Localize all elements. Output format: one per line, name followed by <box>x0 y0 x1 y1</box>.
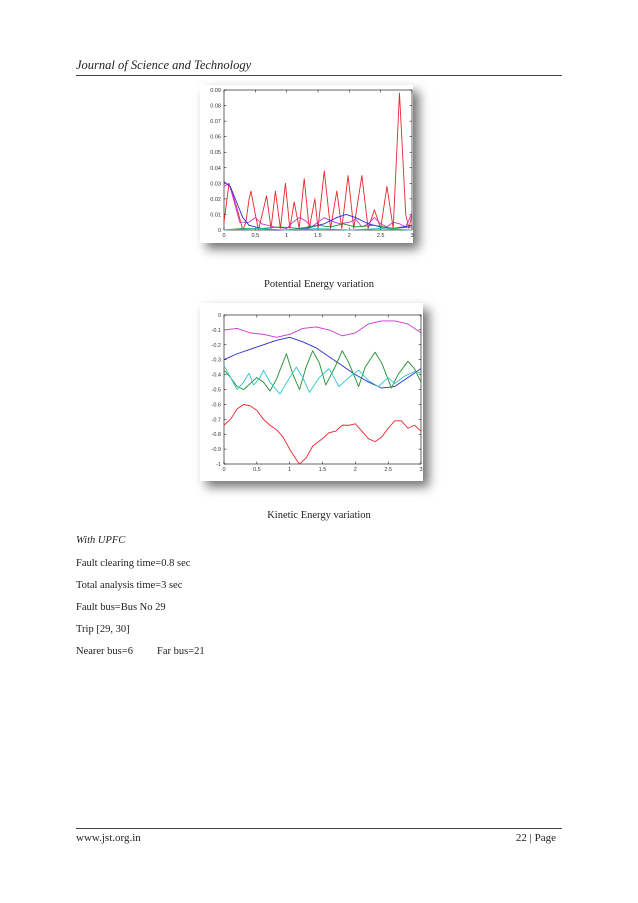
trip-line: Trip [29, 30] <box>76 624 130 635</box>
y-tick-label: 0 <box>217 228 221 234</box>
y-tick-label: 0.01 <box>210 212 221 219</box>
x-tick-label: 2.5 <box>384 467 392 473</box>
x-tick-label: 0.5 <box>253 467 261 473</box>
y-tick-label: 0.05 <box>210 150 221 157</box>
fault-clearing-time: Fault clearing time=0.8 sec <box>76 558 191 569</box>
journal-title: Journal of Science and Technology <box>76 58 252 72</box>
section-heading: With UPFC <box>76 535 126 546</box>
x-tick-label: 1.5 <box>318 467 327 473</box>
y-tick-label: -0.1 <box>211 327 221 334</box>
y-tick-label: -0.3 <box>211 357 221 364</box>
y-tick-label: -0.4 <box>211 372 221 379</box>
x-tick-label: 0 <box>222 467 226 473</box>
y-tick-label: 0.03 <box>210 181 221 188</box>
far-bus: Far bus=21 <box>157 646 205 657</box>
y-tick-label: -0.5 <box>211 387 221 394</box>
y-tick-label: -0.9 <box>211 447 221 454</box>
y-tick-label: 0 <box>217 313 221 319</box>
header-rule <box>76 75 562 76</box>
y-tick-label: 0.09 <box>210 88 221 94</box>
x-tick-label: 2 <box>347 233 351 239</box>
x-tick-label: 1 <box>288 467 292 473</box>
figure-caption-kinetic: Kinetic Energy variation <box>267 510 371 521</box>
y-tick-label: 0.02 <box>210 196 221 203</box>
x-tick-label: 3 <box>419 467 423 473</box>
x-tick-label: 1 <box>285 233 289 239</box>
footer-url: www.jst.org.in <box>76 832 141 844</box>
figure-caption-potential: Potential Energy variation <box>263 279 375 290</box>
fault-bus: Fault bus=Bus No 29 <box>76 602 166 613</box>
y-tick-label: -0.7 <box>211 417 221 424</box>
potential-energy-chart <box>200 85 438 255</box>
kinetic-energy-chart <box>200 303 438 493</box>
y-tick-label: -0.6 <box>211 402 221 409</box>
nearer-bus: Nearer bus=6 <box>76 646 133 657</box>
y-tick-label: -1 <box>216 462 221 468</box>
footer-rule <box>76 828 562 829</box>
x-tick-label: 1.5 <box>314 233 322 239</box>
y-tick-label: 0.08 <box>210 103 221 110</box>
x-tick-label: 2.5 <box>376 233 385 239</box>
y-tick-label: -0.2 <box>211 342 221 349</box>
x-tick-label: 0.5 <box>251 233 260 239</box>
x-tick-label: 0 <box>222 233 226 239</box>
y-tick-label: 0.04 <box>210 165 221 172</box>
total-analysis-time: Total analysis time=3 sec <box>76 580 183 591</box>
plot-area <box>224 315 421 464</box>
x-tick-label: 3 <box>410 233 414 239</box>
x-tick-label: 2 <box>353 467 357 473</box>
y-tick-label: -0.8 <box>211 432 221 439</box>
y-tick-label: 0.07 <box>210 119 221 126</box>
y-tick-label: 0.06 <box>210 134 221 141</box>
page-number: 22 | Page <box>515 832 556 844</box>
